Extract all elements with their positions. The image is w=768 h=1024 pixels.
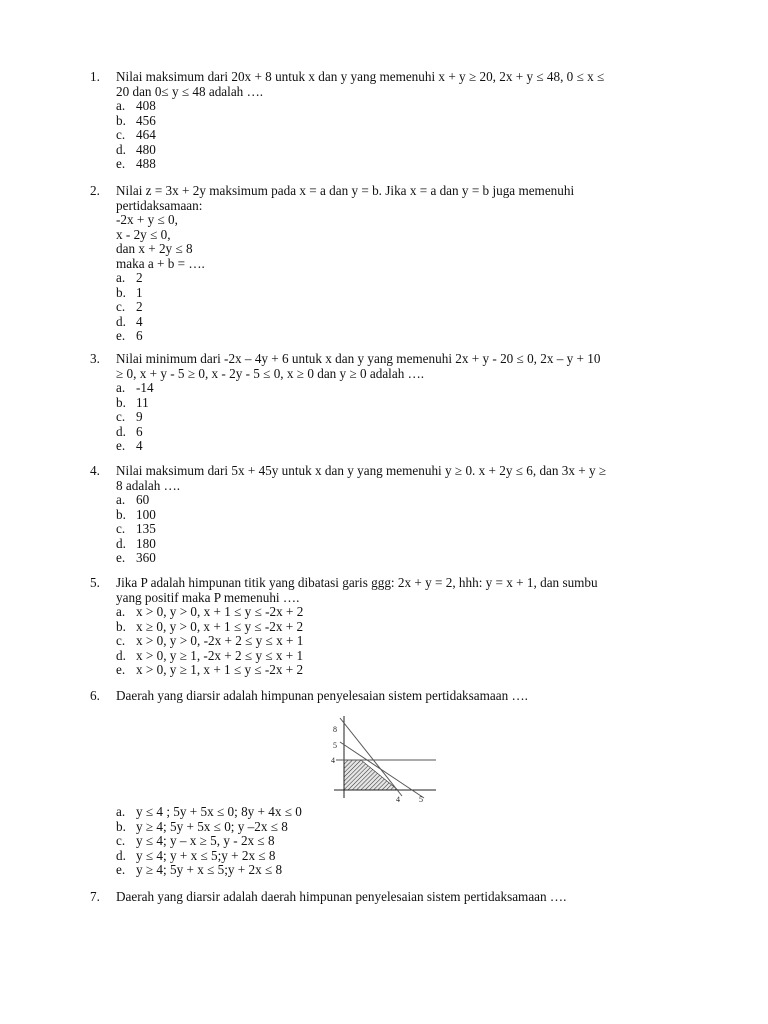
option-label: e. (116, 328, 126, 343)
option-label: a. (116, 98, 126, 113)
option-label: c. (116, 127, 126, 142)
option-b (116, 114, 156, 129)
option-c (116, 522, 156, 537)
option-text: 9 (136, 409, 143, 424)
stem-line: 20 dan 0≤ y ≤ 48 adalah …. (116, 83, 264, 99)
option-a (116, 605, 303, 620)
stem-line: Daerah yang diarsir adalah daerah himpunan penyelesaian sistem pertidaksamaan …. (116, 889, 567, 904)
option-label: b. (116, 394, 126, 410)
option-text: x > 0, y > 0, x + 1 ≤ y ≤ -2x + 2 (136, 604, 304, 619)
option-text: 1 (136, 284, 143, 300)
option-label: a. (116, 380, 126, 395)
option-label: d. (116, 647, 126, 663)
option-list (116, 99, 156, 172)
stem-line: Jika P adalah himpunan titik yang dibatasi garis ggg: 2x + y = 2, hhh: y = x + 1, dan sumbu (116, 575, 598, 590)
option-text: x ≥ 0, y > 0, x + 1 ≤ y ≤ -2x + 2 (136, 618, 304, 634)
option-text: -14 (136, 380, 154, 395)
question-number: 3. (90, 351, 100, 366)
option-label: a. (116, 604, 126, 619)
stem-line: 8 adalah …. (116, 477, 181, 493)
option-label: e. (116, 550, 126, 565)
question-number: 4. (90, 463, 100, 478)
option-c (116, 410, 154, 425)
option-list (116, 271, 143, 344)
option-label: e. (116, 662, 126, 677)
option-label: d. (116, 313, 126, 329)
question-stem (116, 464, 652, 493)
option-b (116, 396, 154, 411)
option-b (116, 286, 143, 301)
option-label: d. (116, 141, 126, 157)
option-label: b. (116, 818, 126, 834)
option-label: b. (116, 112, 126, 128)
stem-line: ≥ 0, x + y - 5 ≥ 0, x - 2y - 5 ≤ 0, x ≥ 0 dan y ≥ 0 adalah …. (116, 365, 425, 381)
option-label: e. (116, 862, 126, 877)
option-text: x > 0, y ≥ 1, x + 1 ≤ y ≤ -2x + 2 (136, 662, 304, 677)
option-label: c. (116, 633, 126, 648)
option-label: d. (116, 847, 126, 863)
option-d (116, 849, 302, 864)
option-text: 456 (136, 112, 156, 128)
option-text: 6 (136, 423, 143, 439)
option-list (116, 381, 154, 454)
option-label: c. (116, 299, 126, 314)
stem-line: -2x + y ≤ 0, (116, 212, 178, 227)
option-b (116, 620, 303, 635)
option-text: 360 (136, 550, 156, 565)
stem-line: pertidaksamaan: (116, 197, 203, 213)
option-label: e. (116, 438, 126, 453)
stem-line: Nilai z = 3x + 2y maksimum pada x = a dan y = b. Jika x = a dan y = b juga memenuhi (116, 183, 575, 198)
option-e (116, 439, 154, 454)
option-list (116, 493, 156, 566)
option-e (116, 663, 303, 678)
question-number: 6. (90, 688, 100, 703)
option-label: b. (116, 284, 126, 300)
y-tick-label: 5 (333, 741, 337, 750)
stem-line: x - 2y ≤ 0, (116, 226, 171, 242)
option-text: 408 (136, 98, 156, 113)
question-stem (116, 184, 652, 271)
option-c (116, 300, 143, 315)
option-e (116, 863, 302, 878)
question-number: 7. (90, 889, 100, 904)
option-label: c. (116, 833, 126, 848)
option-label: b. (116, 618, 126, 634)
y-tick-label: 4 (331, 756, 335, 765)
option-list (116, 605, 303, 678)
option-text: 180 (136, 535, 156, 551)
option-d (116, 315, 143, 330)
x-tick-label: 5 (419, 795, 423, 804)
x-tick-label: 4 (396, 795, 400, 804)
option-text: x > 0, y ≥ 1, -2x + 2 ≤ y ≤ x + 1 (136, 647, 304, 663)
question-stem (116, 352, 652, 381)
option-e (116, 329, 143, 344)
question-6-figure (328, 712, 440, 808)
option-a (116, 99, 156, 114)
option-text: y ≤ 4; y + x ≤ 5;y + 2x ≤ 8 (136, 847, 276, 863)
option-a (116, 271, 143, 286)
option-text: 2 (136, 270, 143, 285)
y-tick-label: 8 (333, 725, 337, 734)
feasible-region-graph (328, 712, 440, 808)
option-e (116, 551, 156, 566)
stem-line: Nilai maksimum dari 20x + 8 untuk x dan y yang memenuhi x + y ≥ 20, 2x + y ≤ 48, 0 ≤ x ≤ (116, 69, 605, 84)
option-a (116, 493, 156, 508)
option-c (116, 634, 303, 649)
option-d (116, 425, 154, 440)
option-text: y ≥ 4; 5y + x ≤ 5;y + 2x ≤ 8 (136, 862, 283, 877)
option-text: 4 (136, 438, 143, 453)
option-text: 4 (136, 313, 143, 329)
stem-line: dan x + 2y ≤ 8 (116, 241, 193, 256)
option-label: d. (116, 423, 126, 439)
option-text: y ≥ 4; 5y + 5x ≤ 0; y –2x ≤ 8 (136, 818, 288, 834)
question-stem (116, 890, 652, 905)
option-label: a. (116, 804, 126, 819)
question-stem (116, 576, 652, 605)
option-label: a. (116, 270, 126, 285)
option-c (116, 834, 302, 849)
question-number: 1. (90, 69, 100, 84)
option-label: b. (116, 506, 126, 522)
option-label: c. (116, 521, 126, 536)
option-c (116, 128, 156, 143)
stem-line: Nilai maksimum dari 5x + 45y untuk x dan y yang memenuhi y ≥ 0. x + 2y ≤ 6, dan 3x + y ≥ (116, 463, 607, 478)
stem-line: yang positif maka P memenuhi …. (116, 589, 300, 605)
option-label: c. (116, 409, 126, 424)
option-b (116, 820, 302, 835)
stem-line: Daerah yang diarsir adalah himpunan penyelesaian sistem pertidaksamaan …. (116, 688, 528, 703)
stem-line: Nilai minimum dari -2x – 4y + 6 untuk x dan y yang memenuhi 2x + y - 20 ≤ 0, 2x – y + 10 (116, 351, 601, 366)
option-d (116, 537, 156, 552)
option-e (116, 157, 156, 172)
question-stem (116, 70, 652, 99)
question-number: 5. (90, 575, 100, 590)
option-text: 2 (136, 299, 143, 314)
option-text: 480 (136, 141, 156, 157)
question-stem (116, 689, 652, 704)
option-text: 464 (136, 127, 156, 142)
option-d (116, 143, 156, 158)
option-text: 60 (136, 492, 150, 507)
option-text: x > 0, y > 0, -2x + 2 ≤ y ≤ x + 1 (136, 633, 304, 648)
option-text: 6 (136, 328, 143, 343)
option-list (116, 805, 302, 878)
option-text: 11 (136, 394, 149, 410)
option-label: e. (116, 156, 126, 171)
option-text: 135 (136, 521, 156, 536)
option-a (116, 805, 302, 820)
option-a (116, 381, 154, 396)
option-d (116, 649, 303, 664)
option-label: a. (116, 492, 126, 507)
option-label: d. (116, 535, 126, 551)
stem-line: maka a + b = …. (116, 255, 205, 271)
option-text: y ≤ 4 ; 5y + 5x ≤ 0; 8y + 4x ≤ 0 (136, 804, 302, 819)
option-b (116, 508, 156, 523)
option-text: y ≤ 4; y – x ≥ 5, y - 2x ≤ 8 (136, 833, 275, 848)
question-number: 2. (90, 183, 100, 198)
option-text: 488 (136, 156, 156, 171)
option-text: 100 (136, 506, 156, 522)
